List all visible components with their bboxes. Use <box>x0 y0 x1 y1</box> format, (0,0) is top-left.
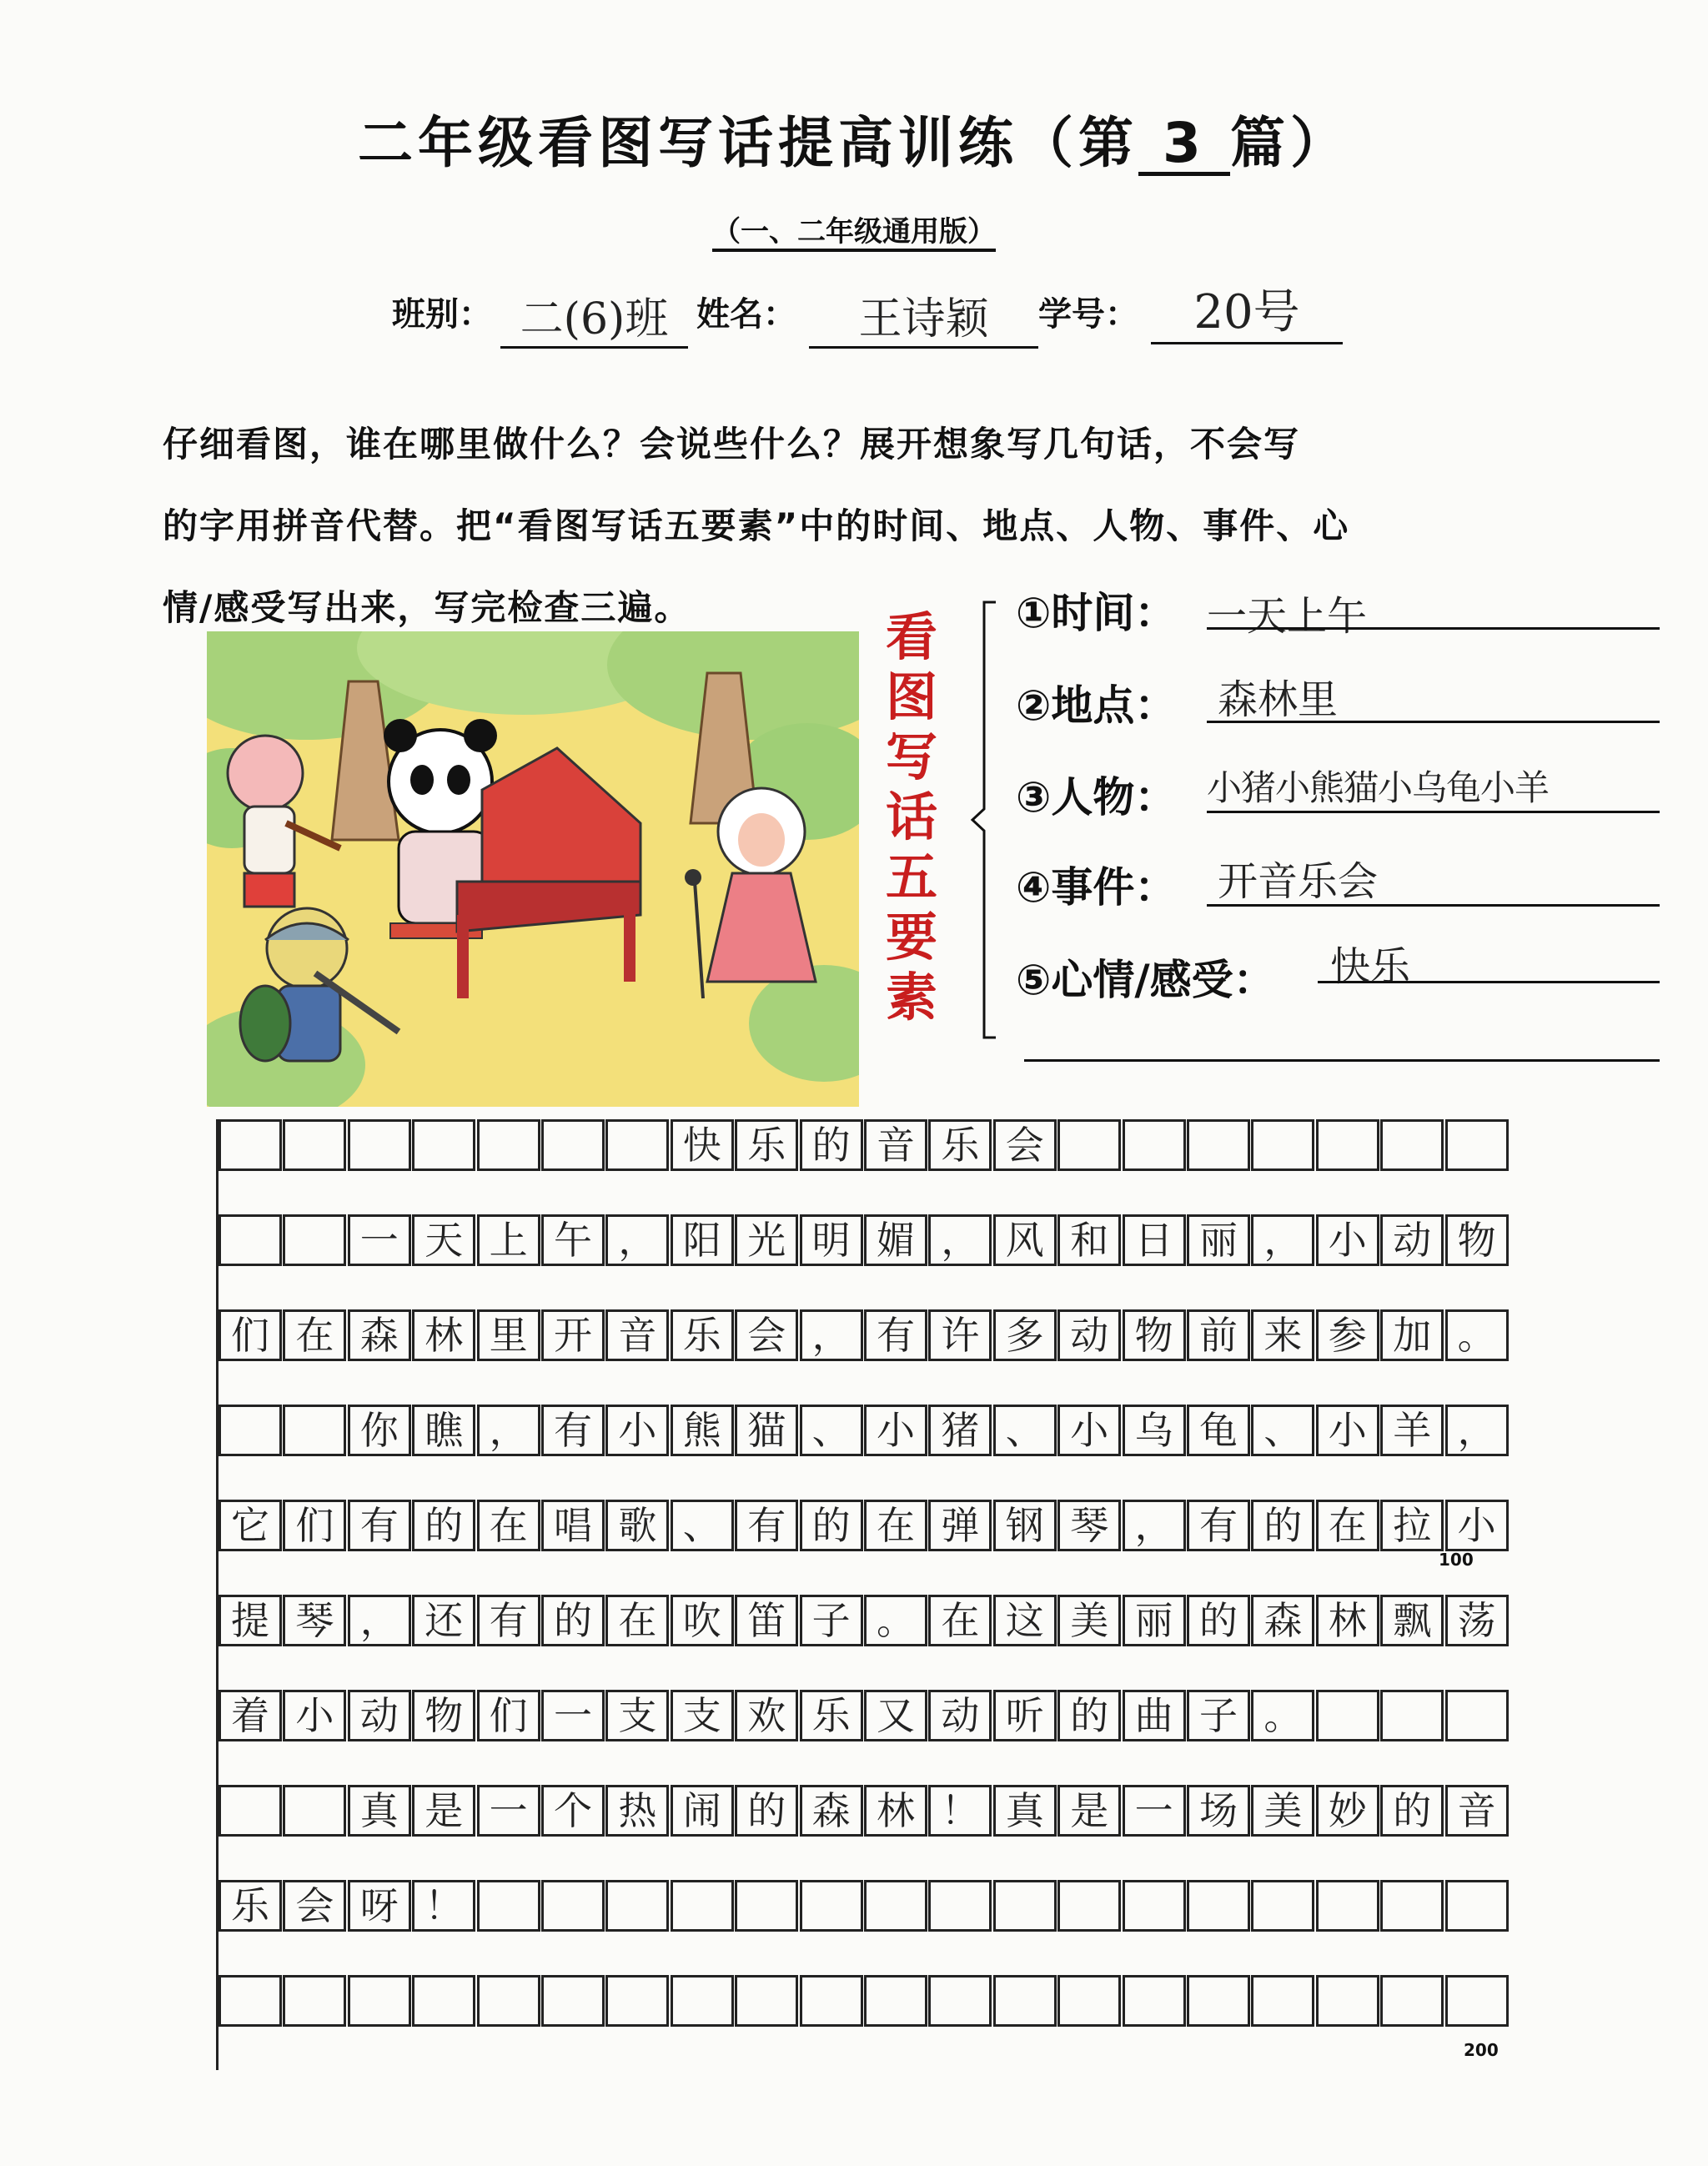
grid-cell: 森 <box>800 1785 863 1837</box>
five-elements-label: 看图写话五要素 <box>885 606 937 1028</box>
grid-cell <box>1251 1975 1314 2027</box>
grid-cell: 。 <box>1445 1309 1509 1361</box>
element-event-label: ④事件： <box>1016 863 1177 912</box>
grid-cell: 钢 <box>993 1500 1057 1551</box>
grid-cell <box>541 1880 605 1932</box>
grid-cell <box>605 1975 669 2027</box>
marker-100: 100 <box>1439 1550 1474 1570</box>
grid-cell: 小 <box>1057 1405 1121 1456</box>
grid-cell <box>1057 1119 1121 1171</box>
grid-cell <box>1445 1690 1509 1741</box>
grid-cell: 上 <box>477 1214 540 1266</box>
grid-cell: 欢 <box>735 1690 798 1741</box>
grid-cell: 光 <box>735 1214 798 1266</box>
element-feeling-value: 快乐 <box>1330 943 1411 990</box>
grid-cell: 乌 <box>1123 1405 1186 1456</box>
grid-cell: 猫 <box>735 1405 798 1456</box>
grid-cell <box>605 1119 669 1171</box>
grid-cell: 提 <box>219 1595 282 1646</box>
grid-cell: ， <box>800 1309 863 1361</box>
grid-cell <box>541 1119 605 1171</box>
grid-cell: 一 <box>477 1785 540 1837</box>
grid-cell: 真 <box>993 1785 1057 1837</box>
grid-cell <box>671 1880 734 1932</box>
grid-cell: 琴 <box>1057 1500 1121 1551</box>
grid-cell: 物 <box>412 1690 475 1741</box>
grid-cell <box>219 1405 282 1456</box>
class-label: 班别： <box>392 295 492 334</box>
grid-cell: 有 <box>541 1405 605 1456</box>
grid-cell: 日 <box>1123 1214 1186 1266</box>
grid-cell: 飘 <box>1380 1595 1444 1646</box>
grid-cell: 快 <box>671 1119 734 1171</box>
grid-cell <box>477 1119 540 1171</box>
grid-cell: 林 <box>1316 1595 1379 1646</box>
grid-cell: 音 <box>864 1119 927 1171</box>
grid-cell: 小 <box>283 1690 346 1741</box>
grid-cell: 们 <box>219 1309 282 1361</box>
grid-cell: 有 <box>864 1309 927 1361</box>
grid-cell: 它 <box>219 1500 282 1551</box>
grid-cell: 真 <box>348 1785 411 1837</box>
element-place-value: 森林里 <box>1218 676 1339 723</box>
grid-cell <box>671 1975 734 2027</box>
grid-cell <box>1445 1975 1509 2027</box>
grid-cell: 许 <box>928 1309 992 1361</box>
grid-cell: 又 <box>864 1690 927 1741</box>
grid-cell <box>993 1880 1057 1932</box>
grid-cell: 乐 <box>671 1309 734 1361</box>
grid-cell <box>735 1880 798 1932</box>
grid-cell <box>1316 1690 1379 1741</box>
grid-cell: 乐 <box>800 1690 863 1741</box>
grid-cell: 子 <box>1187 1690 1250 1741</box>
grid-cell <box>219 1785 282 1837</box>
grid-cell <box>928 1975 992 2027</box>
grid-cell: 来 <box>1251 1309 1314 1361</box>
grid-cell: 天 <box>412 1214 475 1266</box>
grid-cell: 有 <box>735 1500 798 1551</box>
grid-cell: 的 <box>800 1119 863 1171</box>
grid-cell: 阳 <box>671 1214 734 1266</box>
grid-cell <box>1316 1975 1379 2027</box>
grid-cell: 前 <box>1187 1309 1250 1361</box>
grid-cell: 一 <box>541 1690 605 1741</box>
grid-cell <box>348 1119 411 1171</box>
grid-cell <box>477 1975 540 2027</box>
grid-cell <box>283 1975 346 2027</box>
grid-cell: 音 <box>605 1309 669 1361</box>
class-value: 二(6)班 <box>500 284 688 349</box>
grid-cell <box>412 1975 475 2027</box>
grid-cell <box>800 1880 863 1932</box>
grid-cell <box>1123 1880 1186 1932</box>
grid-cell: 会 <box>735 1309 798 1361</box>
grid-cell: 参 <box>1316 1309 1379 1361</box>
grid-cell: 是 <box>1057 1785 1121 1837</box>
instruction-line-1: 仔细看图，谁在哪里做什么？会说些什么？展开想象写几句话，不会写 <box>163 424 1301 465</box>
grid-cell: ， <box>605 1214 669 1266</box>
grid-cell: 热 <box>605 1785 669 1837</box>
grid-cell: 瞧 <box>412 1405 475 1456</box>
grid-cell <box>1380 1119 1444 1171</box>
grid-cell <box>1187 1975 1250 2027</box>
grid-cell: 小 <box>605 1405 669 1456</box>
grid-cell: ， <box>1251 1214 1314 1266</box>
grid-cell: 、 <box>800 1405 863 1456</box>
grid-cell: 、 <box>1251 1405 1314 1456</box>
grid-cell: 动 <box>1380 1214 1444 1266</box>
grid-cell: 森 <box>1251 1595 1314 1646</box>
grid-left-border <box>216 1119 219 2070</box>
element-time-line <box>1207 627 1660 630</box>
grid-cell: 熊 <box>671 1405 734 1456</box>
grid-cell <box>605 1880 669 1932</box>
grid-cell: 媚 <box>864 1214 927 1266</box>
illustration <box>207 631 859 1107</box>
grid-cell: 和 <box>1057 1214 1121 1266</box>
grid-cell: 一 <box>1123 1785 1186 1837</box>
extra-answer-line <box>1024 1059 1660 1062</box>
grid-cell: 会 <box>283 1880 346 1932</box>
grid-cell: 的 <box>1057 1690 1121 1741</box>
element-place-label: ②地点： <box>1016 681 1177 730</box>
grid-cell: 在 <box>605 1595 669 1646</box>
grid-cell <box>1316 1119 1379 1171</box>
grid-cell: 的 <box>1251 1500 1314 1551</box>
element-event-line <box>1207 904 1660 907</box>
grid-cell: 有 <box>348 1500 411 1551</box>
grid-cell: 林 <box>412 1309 475 1361</box>
grid-cell: 音 <box>1445 1785 1509 1837</box>
grid-cell: 龟 <box>1187 1405 1250 1456</box>
name-label: 姓名： <box>696 295 796 334</box>
grid-cell: 动 <box>928 1690 992 1741</box>
grid-cell <box>864 1975 927 2027</box>
grid-cell: 的 <box>1187 1595 1250 1646</box>
grid-cell: 会 <box>993 1119 1057 1171</box>
grid-cell <box>348 1975 411 2027</box>
grid-cell <box>219 1975 282 2027</box>
grid-cell: 小 <box>1445 1500 1509 1551</box>
title-suffix: 篇） <box>1230 111 1350 175</box>
grid-cell: ， <box>1123 1500 1186 1551</box>
grid-cell: ， <box>477 1405 540 1456</box>
grid-cell: 弹 <box>928 1500 992 1551</box>
grid-cell: 们 <box>283 1500 346 1551</box>
instruction-line-3: 情/感受写出来，写完检查三遍。 <box>163 587 691 628</box>
grid-cell <box>283 1405 346 1456</box>
element-place-line <box>1207 721 1660 723</box>
grid-cell <box>1057 1975 1121 2027</box>
grid-cell: 在 <box>477 1500 540 1551</box>
grid-cell: ， <box>1445 1405 1509 1456</box>
grid-cell: 的 <box>541 1595 605 1646</box>
element-event-value: 开音乐会 <box>1218 858 1379 905</box>
grid-cell: 明 <box>800 1214 863 1266</box>
grid-cell: 动 <box>348 1690 411 1741</box>
grid-cell: 森 <box>348 1309 411 1361</box>
grid-cell: 一 <box>348 1214 411 1266</box>
grid-cell: 物 <box>1445 1214 1509 1266</box>
grid-cell: 的 <box>800 1500 863 1551</box>
grid-cell <box>219 1214 282 1266</box>
page-title <box>0 98 1708 178</box>
grid-cell: 笛 <box>735 1595 798 1646</box>
title-number: 3 <box>1138 114 1230 176</box>
grid-cell: 风 <box>993 1214 1057 1266</box>
marker-200: 200 <box>1464 2040 1499 2060</box>
grid-cell: 有 <box>1187 1500 1250 1551</box>
grid-cell <box>1380 1880 1444 1932</box>
grid-cell: 荡 <box>1445 1595 1509 1646</box>
grid-cell: 妙 <box>1316 1785 1379 1837</box>
grid-cell: 支 <box>605 1690 669 1741</box>
grid-cell: 唱 <box>541 1500 605 1551</box>
grid-cell <box>283 1214 346 1266</box>
grid-cell: 里 <box>477 1309 540 1361</box>
grid-cell: 小 <box>1316 1405 1379 1456</box>
grid-cell <box>1251 1119 1314 1171</box>
grid-cell: 着 <box>219 1690 282 1741</box>
grid-cell: 场 <box>1187 1785 1250 1837</box>
grid-cell: 美 <box>1251 1785 1314 1837</box>
grid-cell: 在 <box>283 1309 346 1361</box>
grid-cell: 琴 <box>283 1595 346 1646</box>
grid-cell: 、 <box>993 1405 1057 1456</box>
grid-cell: 听 <box>993 1690 1057 1741</box>
grid-cell <box>1316 1880 1379 1932</box>
grid-cell <box>1380 1975 1444 2027</box>
grid-cell: 还 <box>412 1595 475 1646</box>
grid-cell <box>1187 1119 1250 1171</box>
grid-cell <box>477 1880 540 1932</box>
grid-cell: 小 <box>1316 1214 1379 1266</box>
grid-cell: 猪 <box>928 1405 992 1456</box>
subtitle: （一、二年级通用版） <box>0 209 1708 249</box>
grid-cell <box>864 1880 927 1932</box>
grid-cell: 子 <box>800 1595 863 1646</box>
grid-cell: 在 <box>864 1500 927 1551</box>
name-value: 王诗颖 <box>809 284 1038 349</box>
grid-cell: 是 <box>412 1785 475 1837</box>
grid-cell: 歌 <box>605 1500 669 1551</box>
grid-cell: 乐 <box>735 1119 798 1171</box>
grid-cell <box>283 1785 346 1837</box>
grid-cell: 你 <box>348 1405 411 1456</box>
grid-cell <box>928 1880 992 1932</box>
grid-cell: 曲 <box>1123 1690 1186 1741</box>
element-feeling-label: ⑤心情/感受： <box>1016 956 1275 1004</box>
grid-cell <box>219 1119 282 1171</box>
grid-cell <box>1123 1119 1186 1171</box>
grid-cell <box>1123 1975 1186 2027</box>
grid-cell: 闹 <box>671 1785 734 1837</box>
grid-cell: 。 <box>864 1595 927 1646</box>
grid-cell: 动 <box>1057 1309 1121 1361</box>
grid-cell: 物 <box>1123 1309 1186 1361</box>
title-prefix: 二年级看图写话提高训练（第 <box>358 111 1138 175</box>
grid-cell: 丽 <box>1123 1595 1186 1646</box>
grid-cell: 在 <box>1316 1500 1379 1551</box>
grid-cell <box>800 1975 863 2027</box>
grid-cell: 有 <box>477 1595 540 1646</box>
grid-cell: 呀 <box>348 1880 411 1932</box>
grid-cell: ， <box>928 1214 992 1266</box>
grid-cell: 拉 <box>1380 1500 1444 1551</box>
grid-cell <box>1251 1880 1314 1932</box>
grid-cell: 多 <box>993 1309 1057 1361</box>
element-characters-label: ③人物： <box>1016 773 1177 822</box>
grid-cell <box>1057 1880 1121 1932</box>
grid-cell: 乐 <box>928 1119 992 1171</box>
grid-cell <box>735 1975 798 2027</box>
grid-cell: ！ <box>928 1785 992 1837</box>
grid-cell: 午 <box>541 1214 605 1266</box>
grid-cell: ， <box>348 1595 411 1646</box>
grid-cell: 乐 <box>219 1880 282 1932</box>
grid-cell: 的 <box>735 1785 798 1837</box>
grid-cell: 在 <box>928 1595 992 1646</box>
grid-cell: 个 <box>541 1785 605 1837</box>
grid-cell: 林 <box>864 1785 927 1837</box>
element-characters-line <box>1207 811 1660 813</box>
grid-cell <box>1187 1880 1250 1932</box>
instruction-line-2: 的字用拼音代替。把“看图写话五要素”中的时间、地点、人物、事件、心 <box>163 505 1350 546</box>
grid-cell <box>1380 1690 1444 1741</box>
grid-cell: ！ <box>412 1880 475 1932</box>
id-label: 学号： <box>1038 295 1138 334</box>
element-characters-value: 小猪小熊猫小乌龟小羊 <box>1207 767 1550 808</box>
grid-cell: 的 <box>1380 1785 1444 1837</box>
brace-bracket <box>967 599 1001 1041</box>
grid-cell: 羊 <box>1380 1405 1444 1456</box>
id-value: 20号 <box>1151 275 1343 344</box>
grid-cell: 开 <box>541 1309 605 1361</box>
element-time-value: 一天上午 <box>1207 593 1368 640</box>
grid-cell: 小 <box>864 1405 927 1456</box>
grid-cell <box>412 1119 475 1171</box>
grid-cell: 这 <box>993 1595 1057 1646</box>
grid-cell: 。 <box>1251 1690 1314 1741</box>
element-time-label: ①时间： <box>1016 589 1177 637</box>
forest-concert-illustration <box>207 631 859 1107</box>
grid-cell <box>283 1119 346 1171</box>
grid-cell: 们 <box>477 1690 540 1741</box>
grid-cell <box>1445 1880 1509 1932</box>
grid-cell <box>1445 1119 1509 1171</box>
grid-cell: 的 <box>412 1500 475 1551</box>
grid-cell: 加 <box>1380 1309 1444 1361</box>
grid-cell <box>993 1975 1057 2027</box>
grid-cell: 支 <box>671 1690 734 1741</box>
grid-cell: 吹 <box>671 1595 734 1646</box>
grid-cell: 、 <box>671 1500 734 1551</box>
element-feeling-line <box>1318 981 1660 983</box>
grid-cell <box>541 1975 605 2027</box>
grid-cell: 丽 <box>1187 1214 1250 1266</box>
grid-cell: 美 <box>1057 1595 1121 1646</box>
